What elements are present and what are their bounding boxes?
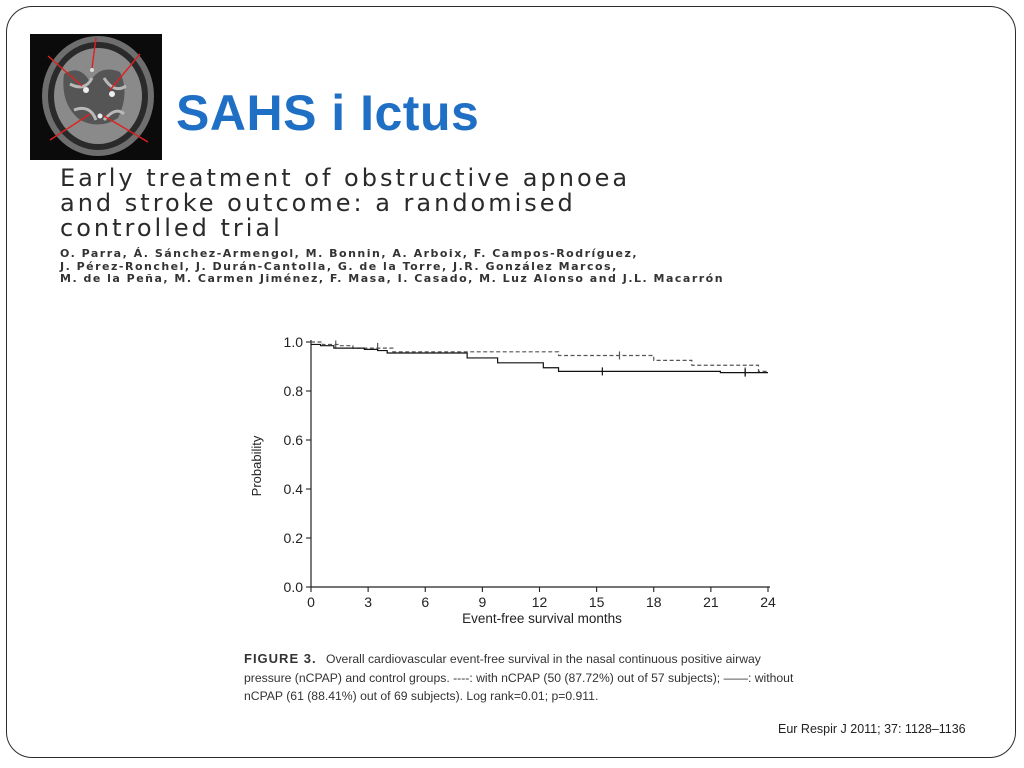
x-tick-label: 12 [531,594,548,610]
x-tick-label: 6 [421,594,430,610]
kaplan-meier-chart [236,320,796,636]
figure-caption-text: Overall cardiovascular event-free survival in the nasal continuous positive airway pressure (nCPAP) and control groups. ----: with nCPAP (50 (87.72%) out of 57 subjects); ——: without nCPAP (61 (88.41%) out of 69 subjects). Log rank=0.01; p=0.911. [244,652,794,703]
x-tick-label: 21 [703,594,719,610]
paper-authors: O. Parra, Á. Sánchez-Armengol, M. Bonnin, A. Arboix, F. Campos-Rodríguez, J. Pérez-Ronchel, J. Durán-Cantolla, G. de la Torre, J.R. González Marcos, M. de la Peña, M. Carmen Jiménez, F. Masa, I. Casado, M. Luz Alonso and J.L. Macarrón [60,247,725,285]
paper-title: Early treatment of obstructive apnoea and stroke outcome: a randomised controlled trial [60,164,631,242]
x-axis-label: Event-free survival months [462,611,622,626]
km-step-line-with-ncpap [311,342,768,371]
y-tick-label: 0.2 [283,530,303,546]
y-tick-label: 0.6 [283,432,303,448]
figure-caption [244,650,796,706]
y-tick-label: 0.8 [283,383,303,399]
x-tick-label: 0 [307,594,315,610]
y-axis-label: Probability [249,435,264,497]
x-tick-label: 3 [364,594,373,610]
slide-title: SAHS i Ictus [176,85,480,141]
axes [284,334,776,610]
y-tick-label: 0.4 [283,481,303,497]
series-layer [311,340,768,376]
y-tick-label: 1.0 [283,334,303,350]
x-tick-label: 15 [588,594,605,610]
figure-label: FIGURE 3. [244,651,317,666]
journal-citation: Eur Respir J 2011; 37: 1128–1136 [778,722,966,736]
x-tick-label: 18 [645,594,662,610]
brain-mri-image [30,34,162,160]
x-tick-label: 9 [478,594,487,610]
y-tick-label: 0.0 [283,579,303,595]
x-tick-label: 24 [760,594,776,610]
